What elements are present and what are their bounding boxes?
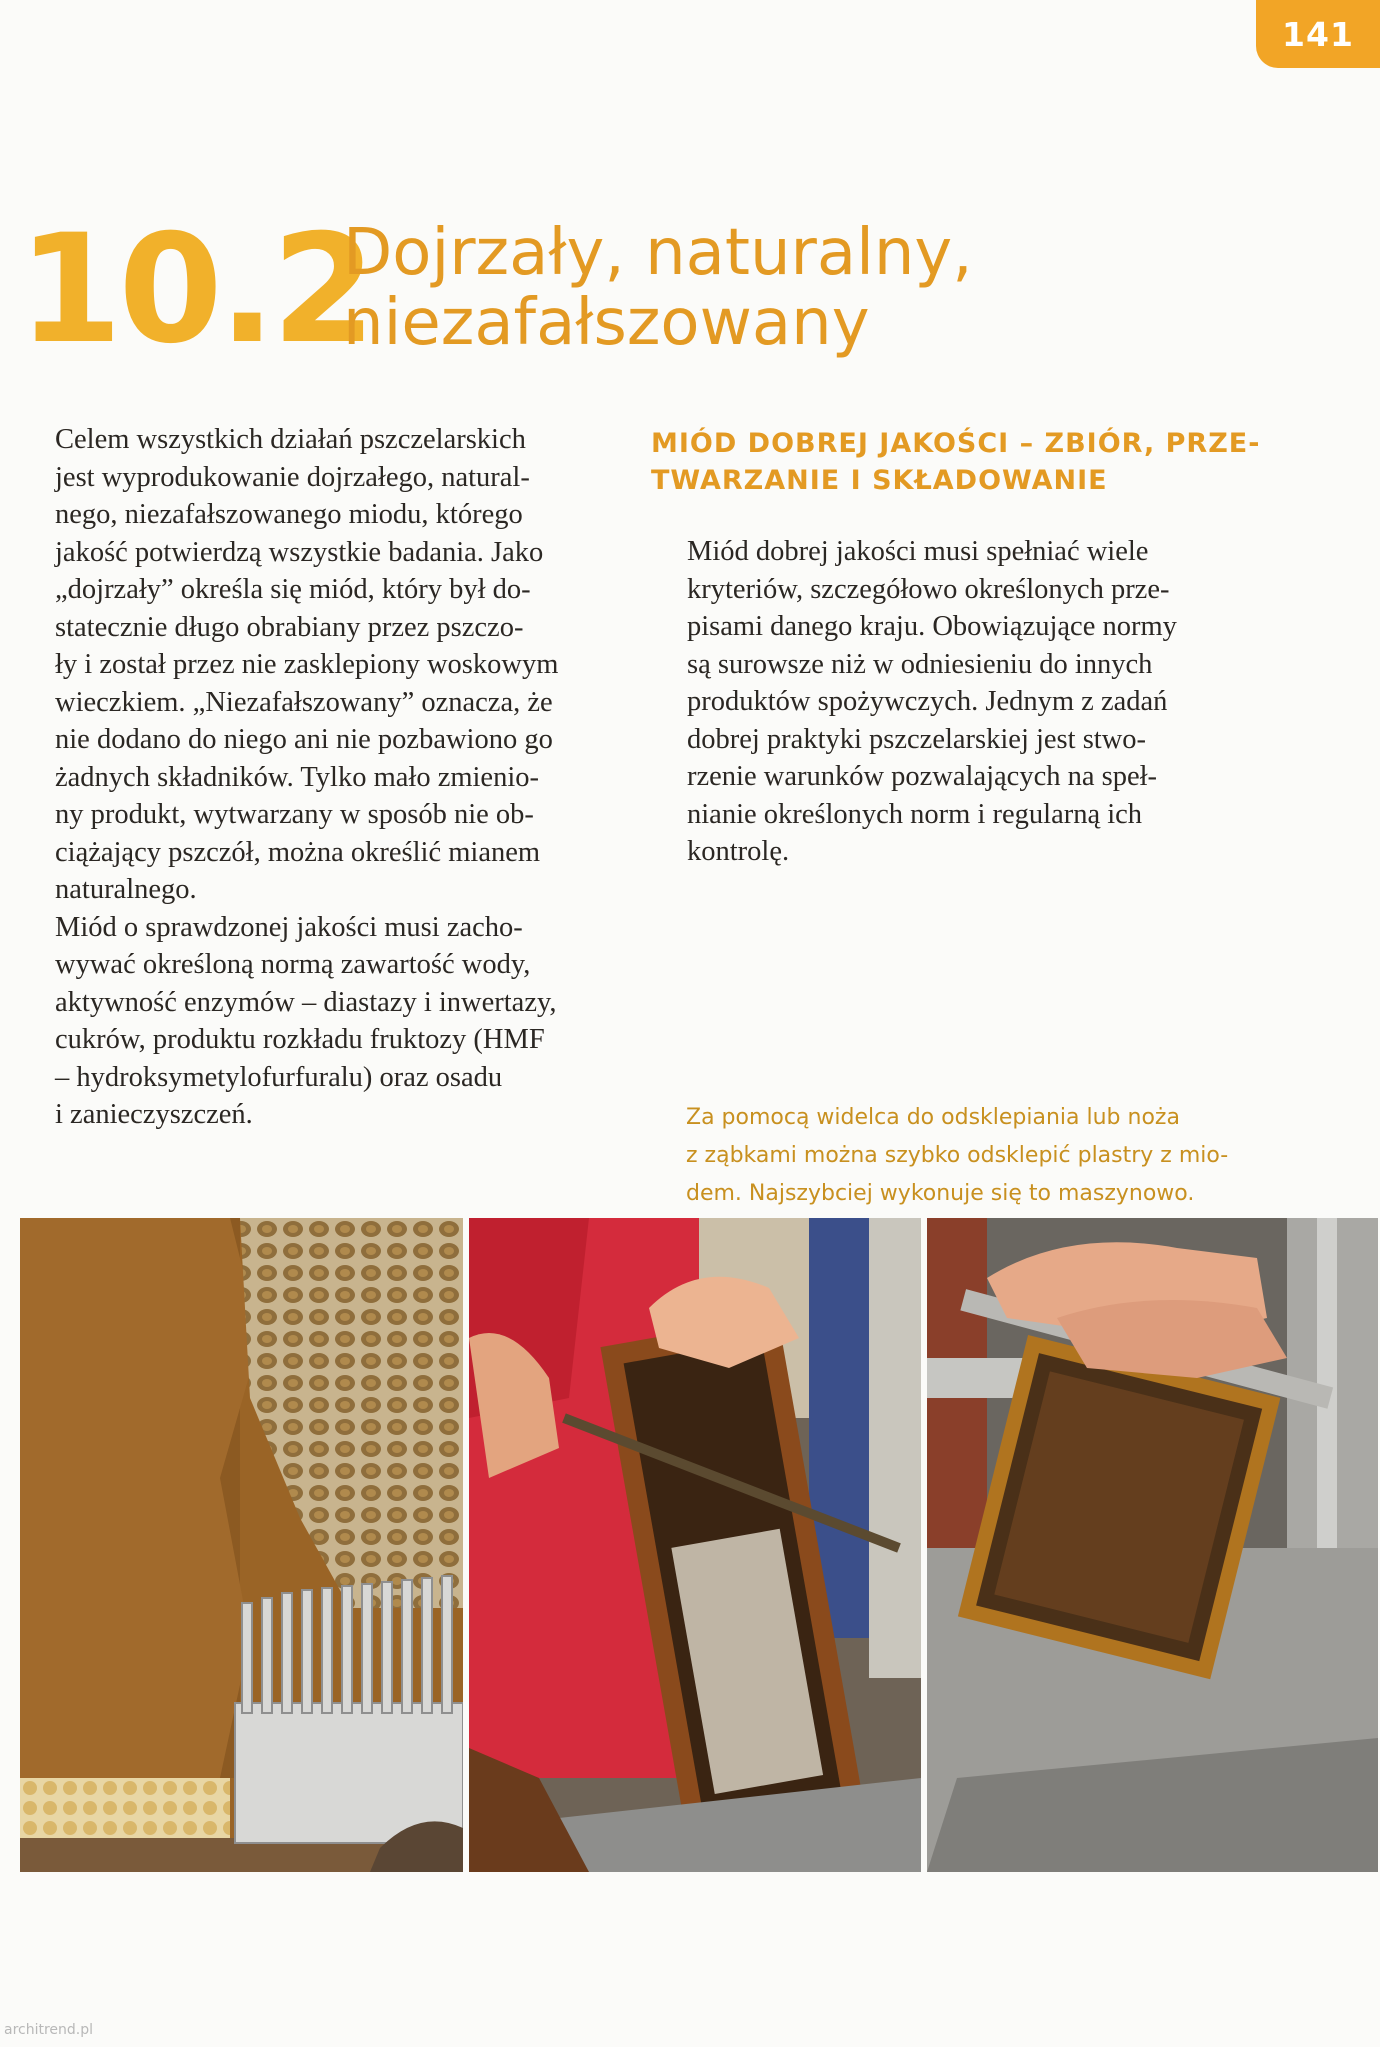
watermark: architrend.pl — [4, 2022, 94, 2038]
text-line: ły i został przez nie zasklepiony woskowym — [55, 649, 559, 680]
text-line: są surowsze niż w odniesieniu do innych — [687, 648, 1153, 680]
text-line: Celem wszystkich działań pszczelarskich — [55, 424, 526, 455]
text-line: wywać określoną normą zawartość wody, — [55, 949, 531, 980]
text-line: nianie określonych norm i regularną ich — [687, 798, 1143, 830]
text-line: jest wyprodukowanie dojrzałego, natural- — [55, 461, 530, 493]
photo-uncapping-fork — [20, 1218, 463, 1872]
section-heading — [651, 425, 1341, 499]
photo-uncapping-machine — [927, 1218, 1378, 1872]
text-line: i zanieczyszczeń. — [55, 1099, 253, 1130]
text-line: statecznie długo obrabiany przez pszczo- — [55, 611, 524, 643]
text-line: żadnych składników. Tylko mało zmienio- — [55, 761, 539, 793]
text-line: nego, niezafałszowanego miodu, którego — [55, 499, 523, 530]
text-line: cukrów, produktu rozkładu fruktozy (HMF — [55, 1024, 545, 1055]
chapter-title-line: niezafałszowany — [343, 286, 870, 360]
caption-line: dem. Najszybciej wykonuje się to maszynowo. — [686, 1181, 1195, 1206]
chapter-number: 10.2 — [18, 203, 373, 377]
text-line: kryteriów, szczegółowo określonych prze- — [687, 573, 1170, 605]
text-line: Miód o sprawdzonej jakości musi zacho- — [55, 911, 523, 943]
text-line: produktów spożywczych. Jednym z zadań — [687, 686, 1168, 717]
photo-caption — [686, 1099, 1246, 1213]
text-line: pisami danego kraju. Obowiązujące normy — [687, 611, 1177, 642]
right-column-text — [687, 533, 1247, 871]
text-line: dobrej praktyki pszczelarskiej jest stwo- — [687, 723, 1147, 755]
text-line: – hydroksymetylofurfuralu) oraz osadu — [55, 1061, 503, 1093]
text-line: „dojrzały” określa się miód, który był do- — [55, 574, 531, 605]
photo-strip — [20, 1218, 1378, 1872]
page-number-tab — [1256, 0, 1380, 68]
text-line: kontrolę. — [687, 836, 790, 867]
text-line: naturalnego. — [55, 874, 197, 905]
text-line: ny produkt, wytwarzany w sposób nie ob- — [55, 799, 534, 830]
text-line: jakość potwierdzą wszystkie badania. Jako — [55, 536, 544, 568]
caption-line: z ząbkami można szybko odsklepić plastry z mio- — [686, 1143, 1229, 1168]
chapter-title — [343, 218, 1063, 358]
text-line: ciążający pszczół, można określić mianem — [55, 836, 541, 868]
text-line: nie dodano do niego ani nie pozbawiono go — [55, 724, 553, 755]
chapter-title-line: Dojrzały, naturalny, — [343, 216, 973, 290]
text-line: wieczkiem. „Niezafałszowany” oznacza, że — [55, 686, 553, 718]
page-number: 141 — [1282, 14, 1354, 54]
section-heading-line: TWARZANIE I SKŁADOWANIE — [651, 465, 1108, 496]
photo-uncapping-knife — [469, 1218, 921, 1872]
text-line: aktywność enzymów – diastazy i inwertazy, — [55, 986, 557, 1018]
left-column-text — [55, 421, 610, 1134]
caption-line: Za pomocą widelca do odsklepiania lub noża — [686, 1105, 1180, 1130]
text-line: Miód dobrej jakości musi spełniać wiele — [687, 536, 1149, 567]
section-heading-line: MIÓD DOBREJ JAKOŚCI – ZBIÓR, PRZE- — [651, 428, 1261, 459]
text-line: rzenie warunków pozwalających na speł- — [687, 761, 1158, 792]
